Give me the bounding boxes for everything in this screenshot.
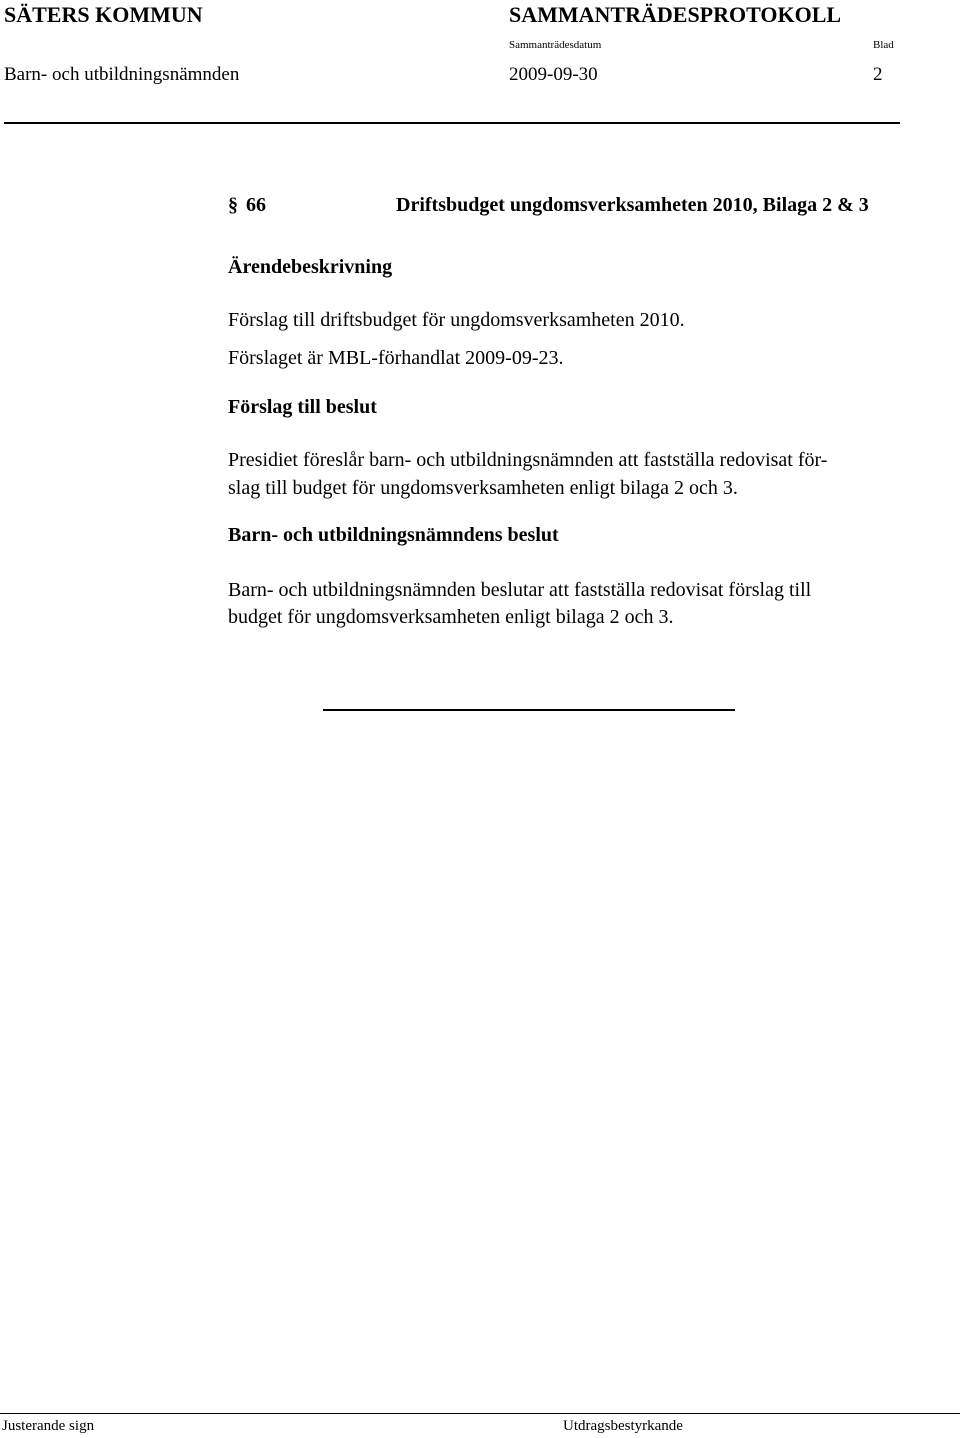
municipality-name: SÄTERS KOMMUN [4, 2, 203, 27]
paragraph-end-line [323, 709, 735, 711]
footer-certification-label: Utdragsbestyrkande [563, 1418, 683, 1434]
page-label: Blad [873, 39, 894, 51]
header-divider [4, 122, 900, 124]
proposal-line-1: Presidiet föreslår barn- och utbildningsnämnden att fastställa redovisat för- [228, 449, 828, 471]
document-type: SAMMANTRÄDESPROTOKOLL [509, 2, 842, 27]
proposal-line-2: slag till budget för ungdomsverksamheten enligt bilaga 2 och 3. [228, 477, 738, 499]
footer-signature-label: Justerande sign [2, 1418, 95, 1434]
page-number: 2 [873, 64, 883, 85]
description-heading: Ärendebeskrivning [228, 256, 393, 278]
footer-divider [0, 1413, 960, 1414]
paragraph-title: Driftsbudget ungdomsverksamheten 2010, Bilaga 2 & 3 [396, 194, 869, 216]
proposal-heading: Förslag till beslut [228, 396, 377, 418]
decision-line-2: budget för ungdomsverksamheten enligt bilaga 2 och 3. [228, 606, 674, 628]
description-line-2: Förslaget är MBL-förhandlat 2009-09-23. [228, 347, 564, 369]
decision-heading: Barn- och utbildningsnämndens beslut [228, 524, 559, 546]
paragraph-symbol: § [228, 194, 238, 216]
committee-name: Barn- och utbildningsnämnden [4, 64, 240, 85]
meeting-date: 2009-09-30 [509, 64, 598, 85]
meeting-date-label: Sammanträdesdatum [509, 39, 602, 51]
decision-line-1: Barn- och utbildningsnämnden beslutar att fastställa redovisat förslag till [228, 579, 812, 601]
description-line-1: Förslag till driftsbudget för ungdomsverksamheten 2010. [228, 309, 685, 331]
paragraph-number: 66 [246, 194, 266, 216]
